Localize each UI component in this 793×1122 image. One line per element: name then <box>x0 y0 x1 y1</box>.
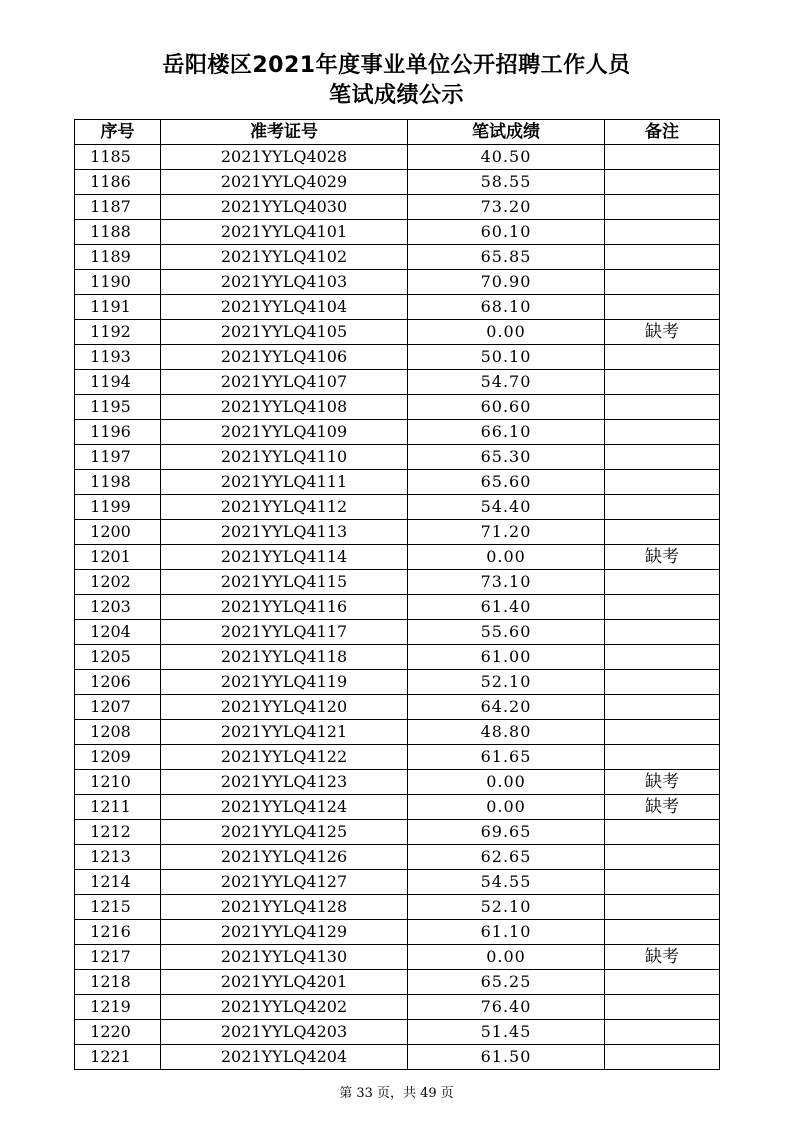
written-score-cell: 60.10 <box>408 220 605 245</box>
written-score-cell: 0.00 <box>408 795 605 820</box>
table-row <box>75 1045 720 1070</box>
serial-number-cell: 1194 <box>75 370 161 395</box>
admission-ticket-cell: 2021YYLQ4128 <box>161 895 408 920</box>
written-score-cell: 68.10 <box>408 295 605 320</box>
table-row <box>75 195 720 220</box>
admission-ticket-cell: 2021YYLQ4110 <box>161 445 408 470</box>
table-row <box>75 920 720 945</box>
table-row <box>75 395 720 420</box>
written-score-cell: 61.50 <box>408 1045 605 1070</box>
table-row <box>75 695 720 720</box>
document-subtitle: 笔试成绩公示 <box>328 83 464 108</box>
written-score-cell: 61.40 <box>408 595 605 620</box>
table-row <box>75 170 720 195</box>
admission-ticket-cell: 2021YYLQ4118 <box>161 645 408 670</box>
written-score-cell: 52.10 <box>408 670 605 695</box>
admission-ticket-cell: 2021YYLQ4111 <box>161 470 408 495</box>
written-score-cell: 54.55 <box>408 870 605 895</box>
admission-ticket-cell: 2021YYLQ4202 <box>161 995 408 1020</box>
serial-number-cell: 1185 <box>75 145 161 170</box>
serial-number-cell: 1212 <box>75 820 161 845</box>
serial-number-cell: 1193 <box>75 345 161 370</box>
remarks-cell: 缺考 <box>605 320 720 345</box>
table-row <box>75 595 720 620</box>
admission-ticket-cell: 2021YYLQ4126 <box>161 845 408 870</box>
admission-ticket-cell: 2021YYLQ4116 <box>161 595 408 620</box>
remarks-cell <box>605 470 720 495</box>
written-score-cell: 61.65 <box>408 745 605 770</box>
admission-ticket-cell: 2021YYLQ4113 <box>161 520 408 545</box>
written-score-cell: 51.45 <box>408 1020 605 1045</box>
admission-ticket-cell: 2021YYLQ4130 <box>161 945 408 970</box>
admission-ticket-cell: 2021YYLQ4109 <box>161 420 408 445</box>
admission-ticket-cell: 2021YYLQ4124 <box>161 795 408 820</box>
admission-ticket-cell: 2021YYLQ4125 <box>161 820 408 845</box>
written-score-cell: 76.40 <box>408 995 605 1020</box>
serial-number-cell: 1218 <box>75 970 161 995</box>
written-score-cell: 60.60 <box>408 395 605 420</box>
written-score-cell: 70.90 <box>408 270 605 295</box>
serial-number-cell: 1200 <box>75 520 161 545</box>
table-row <box>75 245 720 270</box>
remarks-cell <box>605 1020 720 1045</box>
written-score-cell: 73.20 <box>408 195 605 220</box>
remarks-cell <box>605 745 720 770</box>
written-score-cell: 71.20 <box>408 520 605 545</box>
written-score-cell: 62.65 <box>408 845 605 870</box>
written-score-cell: 65.60 <box>408 470 605 495</box>
table-row <box>75 870 720 895</box>
written-score-cell: 0.00 <box>408 545 605 570</box>
serial-number-cell: 1202 <box>75 570 161 595</box>
remarks-cell <box>605 570 720 595</box>
admission-ticket-cell: 2021YYLQ4105 <box>161 320 408 345</box>
written-score-cell: 69.65 <box>408 820 605 845</box>
remarks-cell <box>605 420 720 445</box>
written-score-cell: 73.10 <box>408 570 605 595</box>
serial-number-cell: 1198 <box>75 470 161 495</box>
written-score-cell: 66.10 <box>408 420 605 445</box>
serial-number-cell: 1203 <box>75 595 161 620</box>
table-row <box>75 670 720 695</box>
remarks-cell <box>605 995 720 1020</box>
table-row <box>75 620 720 645</box>
admission-ticket-cell: 2021YYLQ4030 <box>161 195 408 220</box>
serial-number-cell: 1197 <box>75 445 161 470</box>
admission-ticket-cell: 2021YYLQ4102 <box>161 245 408 270</box>
admission-ticket-cell: 2021YYLQ4103 <box>161 270 408 295</box>
remarks-cell <box>605 145 720 170</box>
table-row <box>75 645 720 670</box>
serial-number-cell: 1195 <box>75 395 161 420</box>
serial-number-cell: 1211 <box>75 795 161 820</box>
remarks-cell <box>605 920 720 945</box>
remarks-cell <box>605 695 720 720</box>
remarks-cell <box>605 820 720 845</box>
written-score-cell: 52.10 <box>408 895 605 920</box>
remarks-cell: 缺考 <box>605 795 720 820</box>
written-score-cell: 64.20 <box>408 695 605 720</box>
admission-ticket-cell: 2021YYLQ4115 <box>161 570 408 595</box>
remarks-cell <box>605 270 720 295</box>
table-row <box>75 220 720 245</box>
serial-number-cell: 1191 <box>75 295 161 320</box>
admission-ticket-cell: 2021YYLQ4127 <box>161 870 408 895</box>
header-serial-number: 序号 <box>75 120 161 145</box>
remarks-cell <box>605 445 720 470</box>
serial-number-cell: 1221 <box>75 1045 161 1070</box>
remarks-cell <box>605 495 720 520</box>
admission-ticket-cell: 2021YYLQ4119 <box>161 670 408 695</box>
remarks-cell <box>605 245 720 270</box>
table-body <box>75 145 720 1070</box>
serial-number-cell: 1215 <box>75 895 161 920</box>
serial-number-cell: 1210 <box>75 770 161 795</box>
table-row <box>75 1020 720 1045</box>
document-title: 岳阳楼区2021年度事业单位公开招聘工作人员 <box>162 53 631 78</box>
header-written-score: 笔试成绩 <box>408 120 605 145</box>
table-row <box>75 945 720 970</box>
remarks-cell <box>605 520 720 545</box>
serial-number-cell: 1204 <box>75 620 161 645</box>
admission-ticket-cell: 2021YYLQ4204 <box>161 1045 408 1070</box>
admission-ticket-cell: 2021YYLQ4114 <box>161 545 408 570</box>
admission-ticket-cell: 2021YYLQ4201 <box>161 970 408 995</box>
written-score-cell: 48.80 <box>408 720 605 745</box>
serial-number-cell: 1201 <box>75 545 161 570</box>
table-row <box>75 470 720 495</box>
admission-ticket-cell: 2021YYLQ4112 <box>161 495 408 520</box>
serial-number-cell: 1192 <box>75 320 161 345</box>
serial-number-cell: 1199 <box>75 495 161 520</box>
serial-number-cell: 1205 <box>75 645 161 670</box>
written-score-cell: 0.00 <box>408 770 605 795</box>
table-row <box>75 145 720 170</box>
written-score-cell: 65.30 <box>408 445 605 470</box>
table-header-row <box>75 120 720 145</box>
serial-number-cell: 1216 <box>75 920 161 945</box>
admission-ticket-cell: 2021YYLQ4117 <box>161 620 408 645</box>
header-admission-ticket: 准考证号 <box>161 120 408 145</box>
written-score-cell: 61.00 <box>408 645 605 670</box>
remarks-cell <box>605 295 720 320</box>
written-score-cell: 65.25 <box>408 970 605 995</box>
table-row <box>75 295 720 320</box>
serial-number-cell: 1190 <box>75 270 161 295</box>
table-row <box>75 995 720 1020</box>
remarks-cell <box>605 595 720 620</box>
admission-ticket-cell: 2021YYLQ4120 <box>161 695 408 720</box>
written-score-cell: 61.10 <box>408 920 605 945</box>
table-row <box>75 745 720 770</box>
table-row <box>75 270 720 295</box>
serial-number-cell: 1186 <box>75 170 161 195</box>
remarks-cell: 缺考 <box>605 770 720 795</box>
serial-number-cell: 1188 <box>75 220 161 245</box>
table-row <box>75 520 720 545</box>
admission-ticket-cell: 2021YYLQ4203 <box>161 1020 408 1045</box>
table-row <box>75 445 720 470</box>
scores-table <box>74 119 720 1070</box>
table-row <box>75 345 720 370</box>
header-remarks: 备注 <box>605 120 720 145</box>
table-row <box>75 770 720 795</box>
remarks-cell <box>605 345 720 370</box>
remarks-cell <box>605 370 720 395</box>
remarks-cell <box>605 620 720 645</box>
table-row <box>75 320 720 345</box>
serial-number-cell: 1214 <box>75 870 161 895</box>
table-row <box>75 570 720 595</box>
admission-ticket-cell: 2021YYLQ4121 <box>161 720 408 745</box>
admission-ticket-cell: 2021YYLQ4106 <box>161 345 408 370</box>
serial-number-cell: 1219 <box>75 995 161 1020</box>
written-score-cell: 54.40 <box>408 495 605 520</box>
remarks-cell <box>605 645 720 670</box>
serial-number-cell: 1208 <box>75 720 161 745</box>
remarks-cell <box>605 1045 720 1070</box>
admission-ticket-cell: 2021YYLQ4028 <box>161 145 408 170</box>
table-row <box>75 720 720 745</box>
written-score-cell: 65.85 <box>408 245 605 270</box>
admission-ticket-cell: 2021YYLQ4123 <box>161 770 408 795</box>
table-row <box>75 370 720 395</box>
remarks-cell <box>605 720 720 745</box>
admission-ticket-cell: 2021YYLQ4108 <box>161 395 408 420</box>
written-score-cell: 54.70 <box>408 370 605 395</box>
remarks-cell <box>605 220 720 245</box>
serial-number-cell: 1220 <box>75 1020 161 1045</box>
admission-ticket-cell: 2021YYLQ4107 <box>161 370 408 395</box>
table-row <box>75 545 720 570</box>
serial-number-cell: 1213 <box>75 845 161 870</box>
written-score-cell: 50.10 <box>408 345 605 370</box>
serial-number-cell: 1207 <box>75 695 161 720</box>
remarks-cell <box>605 845 720 870</box>
remarks-cell: 缺考 <box>605 945 720 970</box>
written-score-cell: 58.55 <box>408 170 605 195</box>
written-score-cell: 0.00 <box>408 945 605 970</box>
remarks-cell: 缺考 <box>605 545 720 570</box>
remarks-cell <box>605 395 720 420</box>
remarks-cell <box>605 670 720 695</box>
table-row <box>75 795 720 820</box>
admission-ticket-cell: 2021YYLQ4129 <box>161 920 408 945</box>
serial-number-cell: 1209 <box>75 745 161 770</box>
table-row <box>75 495 720 520</box>
table-row <box>75 895 720 920</box>
serial-number-cell: 1206 <box>75 670 161 695</box>
remarks-cell <box>605 970 720 995</box>
table-row <box>75 845 720 870</box>
serial-number-cell: 1196 <box>75 420 161 445</box>
admission-ticket-cell: 2021YYLQ4122 <box>161 745 408 770</box>
remarks-cell <box>605 170 720 195</box>
table-row <box>75 970 720 995</box>
written-score-cell: 0.00 <box>408 320 605 345</box>
table-row <box>75 820 720 845</box>
serial-number-cell: 1189 <box>75 245 161 270</box>
admission-ticket-cell: 2021YYLQ4101 <box>161 220 408 245</box>
remarks-cell <box>605 895 720 920</box>
remarks-cell <box>605 870 720 895</box>
written-score-cell: 55.60 <box>408 620 605 645</box>
table-row <box>75 420 720 445</box>
serial-number-cell: 1187 <box>75 195 161 220</box>
admission-ticket-cell: 2021YYLQ4029 <box>161 170 408 195</box>
serial-number-cell: 1217 <box>75 945 161 970</box>
admission-ticket-cell: 2021YYLQ4104 <box>161 295 408 320</box>
remarks-cell <box>605 195 720 220</box>
written-score-cell: 40.50 <box>408 145 605 170</box>
page-number: 第 33 页，共 49 页 <box>339 1086 454 1101</box>
